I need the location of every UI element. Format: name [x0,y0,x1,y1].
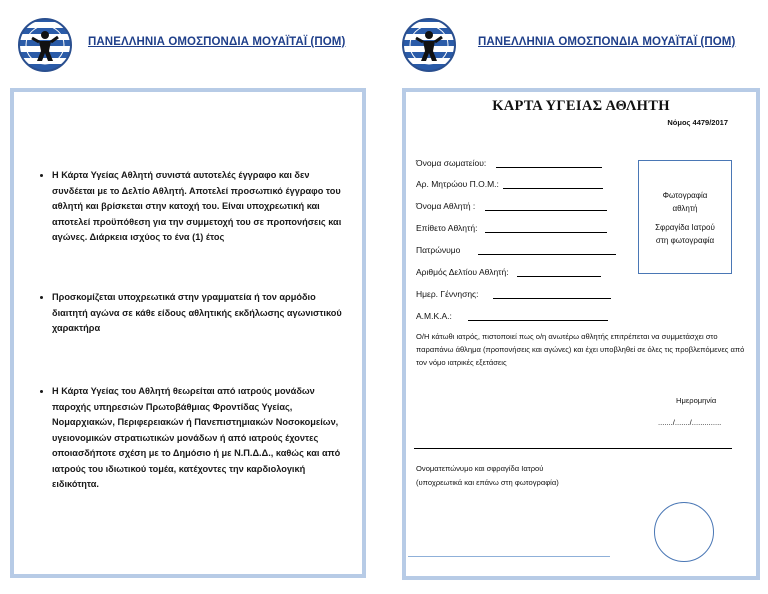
birth-date-line[interactable] [493,290,611,299]
fighter-icon [25,25,65,65]
separator-line [414,448,732,449]
bullet-2 [28,290,342,337]
field-label: Όνομα σωματείου: [416,158,487,168]
field-label: Ημερ. Γέννησης: [416,289,479,299]
bullet-3 [28,384,342,493]
field-first-name [416,201,626,211]
bullet-text: • Η Κάρτα Υγείας Αθλητή συνιστά αυτοτελές έγγραφο και δεν συνδέεται με το Δελτίο Αθλητή. Αποτελεί προσωπικό έγγραφο του αθλητή και βρίσκεται στην κατοχή του. Είναι υποχρεωτική και αποτελεί προϋπόθεση για την συμμετοχή του σε προπονήσεις και αγώνες. Διάρκεια ισχύος το ένα (1) έτος [52,168,342,246]
field-birth-date [416,289,626,299]
field-registry [416,179,626,189]
stamp-note: Σφραγίδα Ιατρού [655,223,715,232]
field-label: Πατρώνυμο [416,245,461,255]
photo-box[interactable] [638,160,732,274]
stamp-circle[interactable] [654,502,714,562]
doctor-label: Ονοματεπώνυμο και σφραγίδα Ιατρού [416,464,544,473]
bullet-1 [28,168,342,246]
field-label: Αριθμός Δελτίου Αθλητή: [416,267,509,277]
field-last-name [416,223,626,233]
field-label: Αρ. Μητρώου Π.Ο.Μ.: [416,179,499,189]
health-card [402,88,760,580]
doctor-note: (υποχρεωτικά και επάνω στη φωτογραφία) [416,478,559,487]
field-label: Επίθετο Αθλητή: [416,223,478,233]
club-line[interactable] [496,159,602,168]
bullet-text: • Προσκομίζεται υποχρεωτικά στην γραμματεία ή τον αρμόδιο διαιτητή αγώνα σε κάθε είδους αθλητικής εκδήλωσης αγωνιστικού χαρακτήρα [52,290,342,337]
registry-line[interactable] [503,180,603,189]
org-title-left: ΠΑΝΕΛΛΗΝΙΑ ΟΜΟΣΠΟΝΔΙΑ ΜΟΥΑΪΤΑΪ (ΠΟΜ) [88,36,346,48]
photo-label: αθλητή [672,204,698,213]
patronymic-line[interactable] [478,246,616,255]
signature-line[interactable] [408,556,610,557]
field-amka [416,311,626,321]
field-label: Όνομα Αθλητή : [416,201,476,211]
stamp-note: στη φωτογραφία [655,236,715,245]
card-title: ΚΑΡΤΑ ΥΓΕΙΑΣ ΑΘΛΗΤΗ [492,98,670,114]
field-card-number [416,267,626,277]
info-panel [10,88,366,578]
org-title-right: ΠΑΝΕΛΛΗΝΙΑ ΟΜΟΣΠΟΝΔΙΑ ΜΟΥΑΪΤΑΪ (ΠΟΜ) [478,36,736,48]
amka-line[interactable] [468,312,608,321]
bullet-text: • Η Κάρτα Υγείας του Αθλητή θεωρείται από ιατρούς μονάδων παροχής υπηρεσιών Πρωτοβάθμιας Φροντίδας Υγείας, Νομαρχιακών, Περιφερειακών ή Πανεπιστημιακών Νοσοκομείων, υγειονομικών στρατιωτικών μονάδων ή από ιατρούς έχοντες οποιασδήποτε σχέση με το Δημόσιο ή με Ν.Π.Δ.Δ., καθώς και από ιατρούς του ιδιωτικού τομέα, κατέχοντες την καρδιολογική ειδικότητα. [52,384,342,493]
federation-logo [402,18,456,72]
field-club [416,158,626,168]
photo-label: Φωτογραφία [662,191,708,200]
fighter-icon [409,25,449,65]
law-reference: Νόμος 4479/2017 [667,118,728,127]
field-label: Α.Μ.Κ.Α.: [416,311,452,321]
card-number-line[interactable] [517,268,601,277]
date-field[interactable]: ......./......./.............. [658,418,722,427]
date-label: Ημερομηνία [676,396,717,405]
federation-logo [18,18,72,72]
certification-text: Ο/Η κάτωθι ιατρός, πιστοποιεί πως ο/η ανωτέρω αθλητής επιτρέπεται να συμμετάσχει στο παραπάνω άθλημα (προπονήσεις και αγώνες) και έχει υποβληθεί σε όλες τις προβλεπόμενες από τον νόμο ιατρικές εξετάσεις [416,332,745,367]
first-name-line[interactable] [485,202,607,211]
last-name-line[interactable] [485,224,607,233]
field-patronymic [416,245,626,255]
